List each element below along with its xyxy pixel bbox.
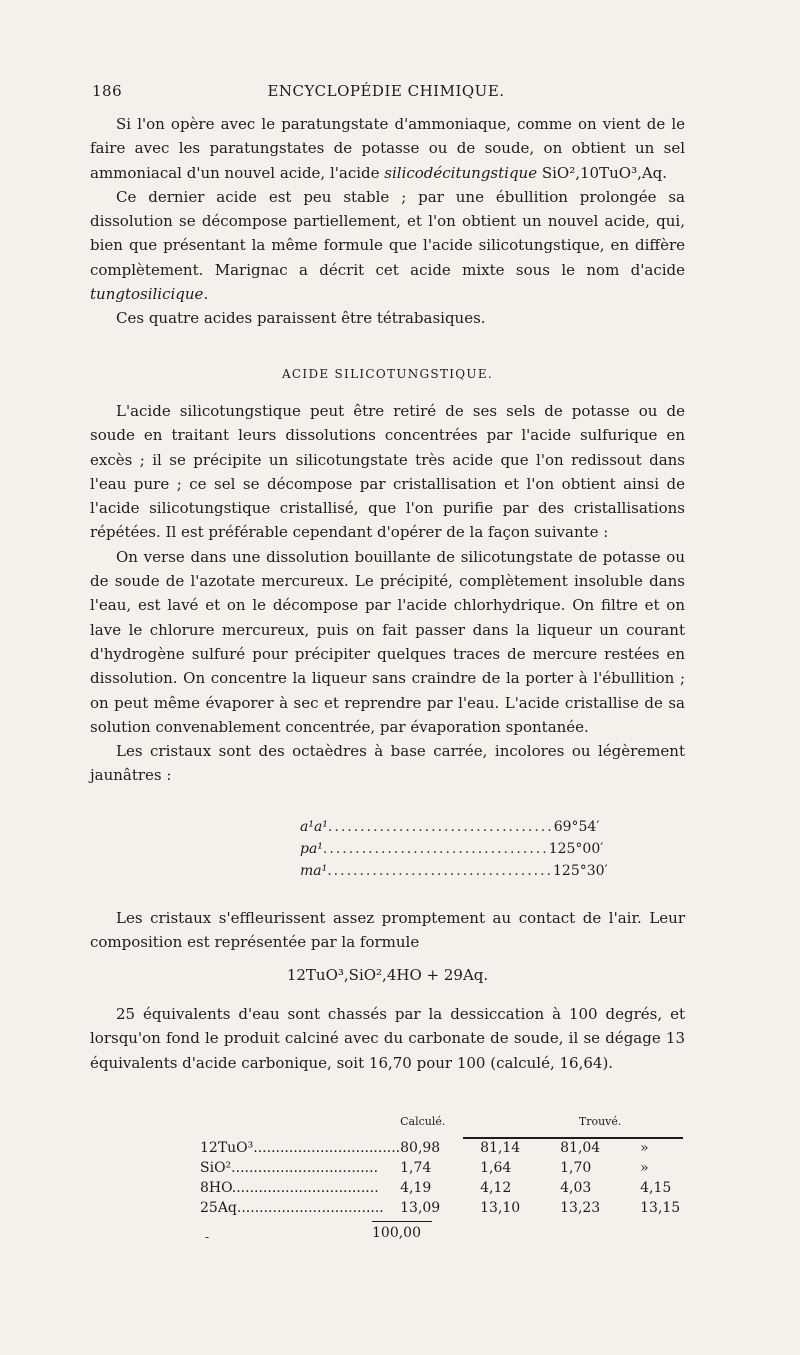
paragraph: Ces quatre acides paraissent être tétrabasiques. [116, 309, 486, 328]
table-row: 12TuO³................................. 80,98 81,14 81,04 » [200, 1140, 649, 1156]
paragraph: 25 équivalents d'eau sont chassés par la dessiccation à 100 degrés, et lorsqu'on fond le produit calciné avec du carbonate de soude, il se dégage 13 équivalents d'acide carbonique, soit 16,70 pour 100 (calculé, 16,64). [90, 1005, 685, 1072]
intro-paragraphs [90, 112, 685, 331]
analysis-paragraph [90, 1002, 685, 1075]
header-trouve: Trouvé. [578, 1115, 622, 1128]
table-row: SiO²................................. 1,74 1,64 1,70 » [200, 1160, 649, 1176]
table-total: 100,00 [372, 1225, 421, 1241]
acid-name: silicodécitungstique [384, 163, 538, 182]
composition-paragraph [90, 906, 685, 955]
angle-row: ma¹ ................................... 125°30′ [300, 863, 608, 879]
table-row: 25Aq................................. 13,09 13,10 13,23 13,15 [200, 1200, 681, 1216]
crystal-angles [300, 816, 608, 882]
paragraph: L'acide silicotungstique peut être retiré de ses sels de potasse ou de soude en traitant leurs dissolutions concentrées par l'acide sulfurique en excès ; il se précipite un silicotungstate très acide que l'on redissout dans l'eau pure ; ce sel se décompose par cristallisation et l'on obtient ainsi de l'acide silicotungstique cristallisé, que l'on purifie par des cristallisations répétées. Il est préférable cependant d'opérer de la façon suivante : [90, 402, 685, 542]
found-brace-rule [463, 1137, 683, 1139]
section-paragraphs [90, 399, 685, 788]
paragraph: Les cristaux sont des octaèdres à base carrée, incolores ou légèrement jaunâtres : [90, 742, 685, 785]
paragraph: Les cristaux s'effleurissent assez promptement au contact de l'air. Leur composition est représentée par la formule [90, 909, 685, 952]
paragraph: Si l'on opère avec le paratungstate d'ammoniaque, comme on vient de le faire avec les paratungstates de potasse ou de soude, on obtient un sel ammoniacal d'un nouvel acide, l'acide silicodécitungstique SiO²,10TuO³,Aq. [90, 115, 685, 182]
margin-mark: - [205, 1230, 210, 1244]
paragraph: On verse dans une dissolution bouillante de silicotungstate de potasse ou de soude de l'azotate mercureux. Le précipité, complètement insoluble dans l'eau, est lavé et on le décompose par l'acide chlorhydrique. On filtre et on lave le chlorure mercureux, puis on fait passer dans la liqueur un courant d'hydrogène sulfuré pour précipiter quelques traces de mercure restées en dissolution. On concentre la liqueur sans craindre de la porter à l'ébullition ; on peut même évaporer à sec et reprendre par l'eau. L'acide cristallise de sa solution convenablement concentrée, par évaporation spontanée. [90, 547, 685, 736]
table-row: 8HO................................. 4,19 4,12 4,03 4,15 [200, 1180, 672, 1196]
page-number: 186 [92, 82, 123, 100]
section-heading: ACIDE SILICOTUNGSTIQUE. [281, 367, 494, 381]
analysis-table [200, 1115, 720, 1218]
acid-name: tungtosilicique [90, 285, 204, 304]
running-title: ENCYCLOPÉDIE CHIMIQUE. [267, 82, 505, 100]
header-calcule: Calculé. [400, 1115, 446, 1128]
table-header [200, 1115, 720, 1138]
total-rule [372, 1221, 432, 1222]
angle-row: a¹a¹ ................................... 69°54′ [300, 819, 600, 835]
paragraph: Ce dernier acide est peu stable ; par une ébullition prolongée sa dissolution se décompose partiellement, et l'on obtient un nouvel acide, qui, bien que présentant la même formule que l'acide silicotungstique, en diffère complètement. Marignac a décrit cet acide mixte sous le nom d'acide tungtosilicique. [90, 187, 685, 304]
angle-row: pa¹ ................................... 125°00′ [300, 841, 604, 857]
formula: 12TuO³,SiO²,4HO + 29Aq. [286, 966, 489, 984]
